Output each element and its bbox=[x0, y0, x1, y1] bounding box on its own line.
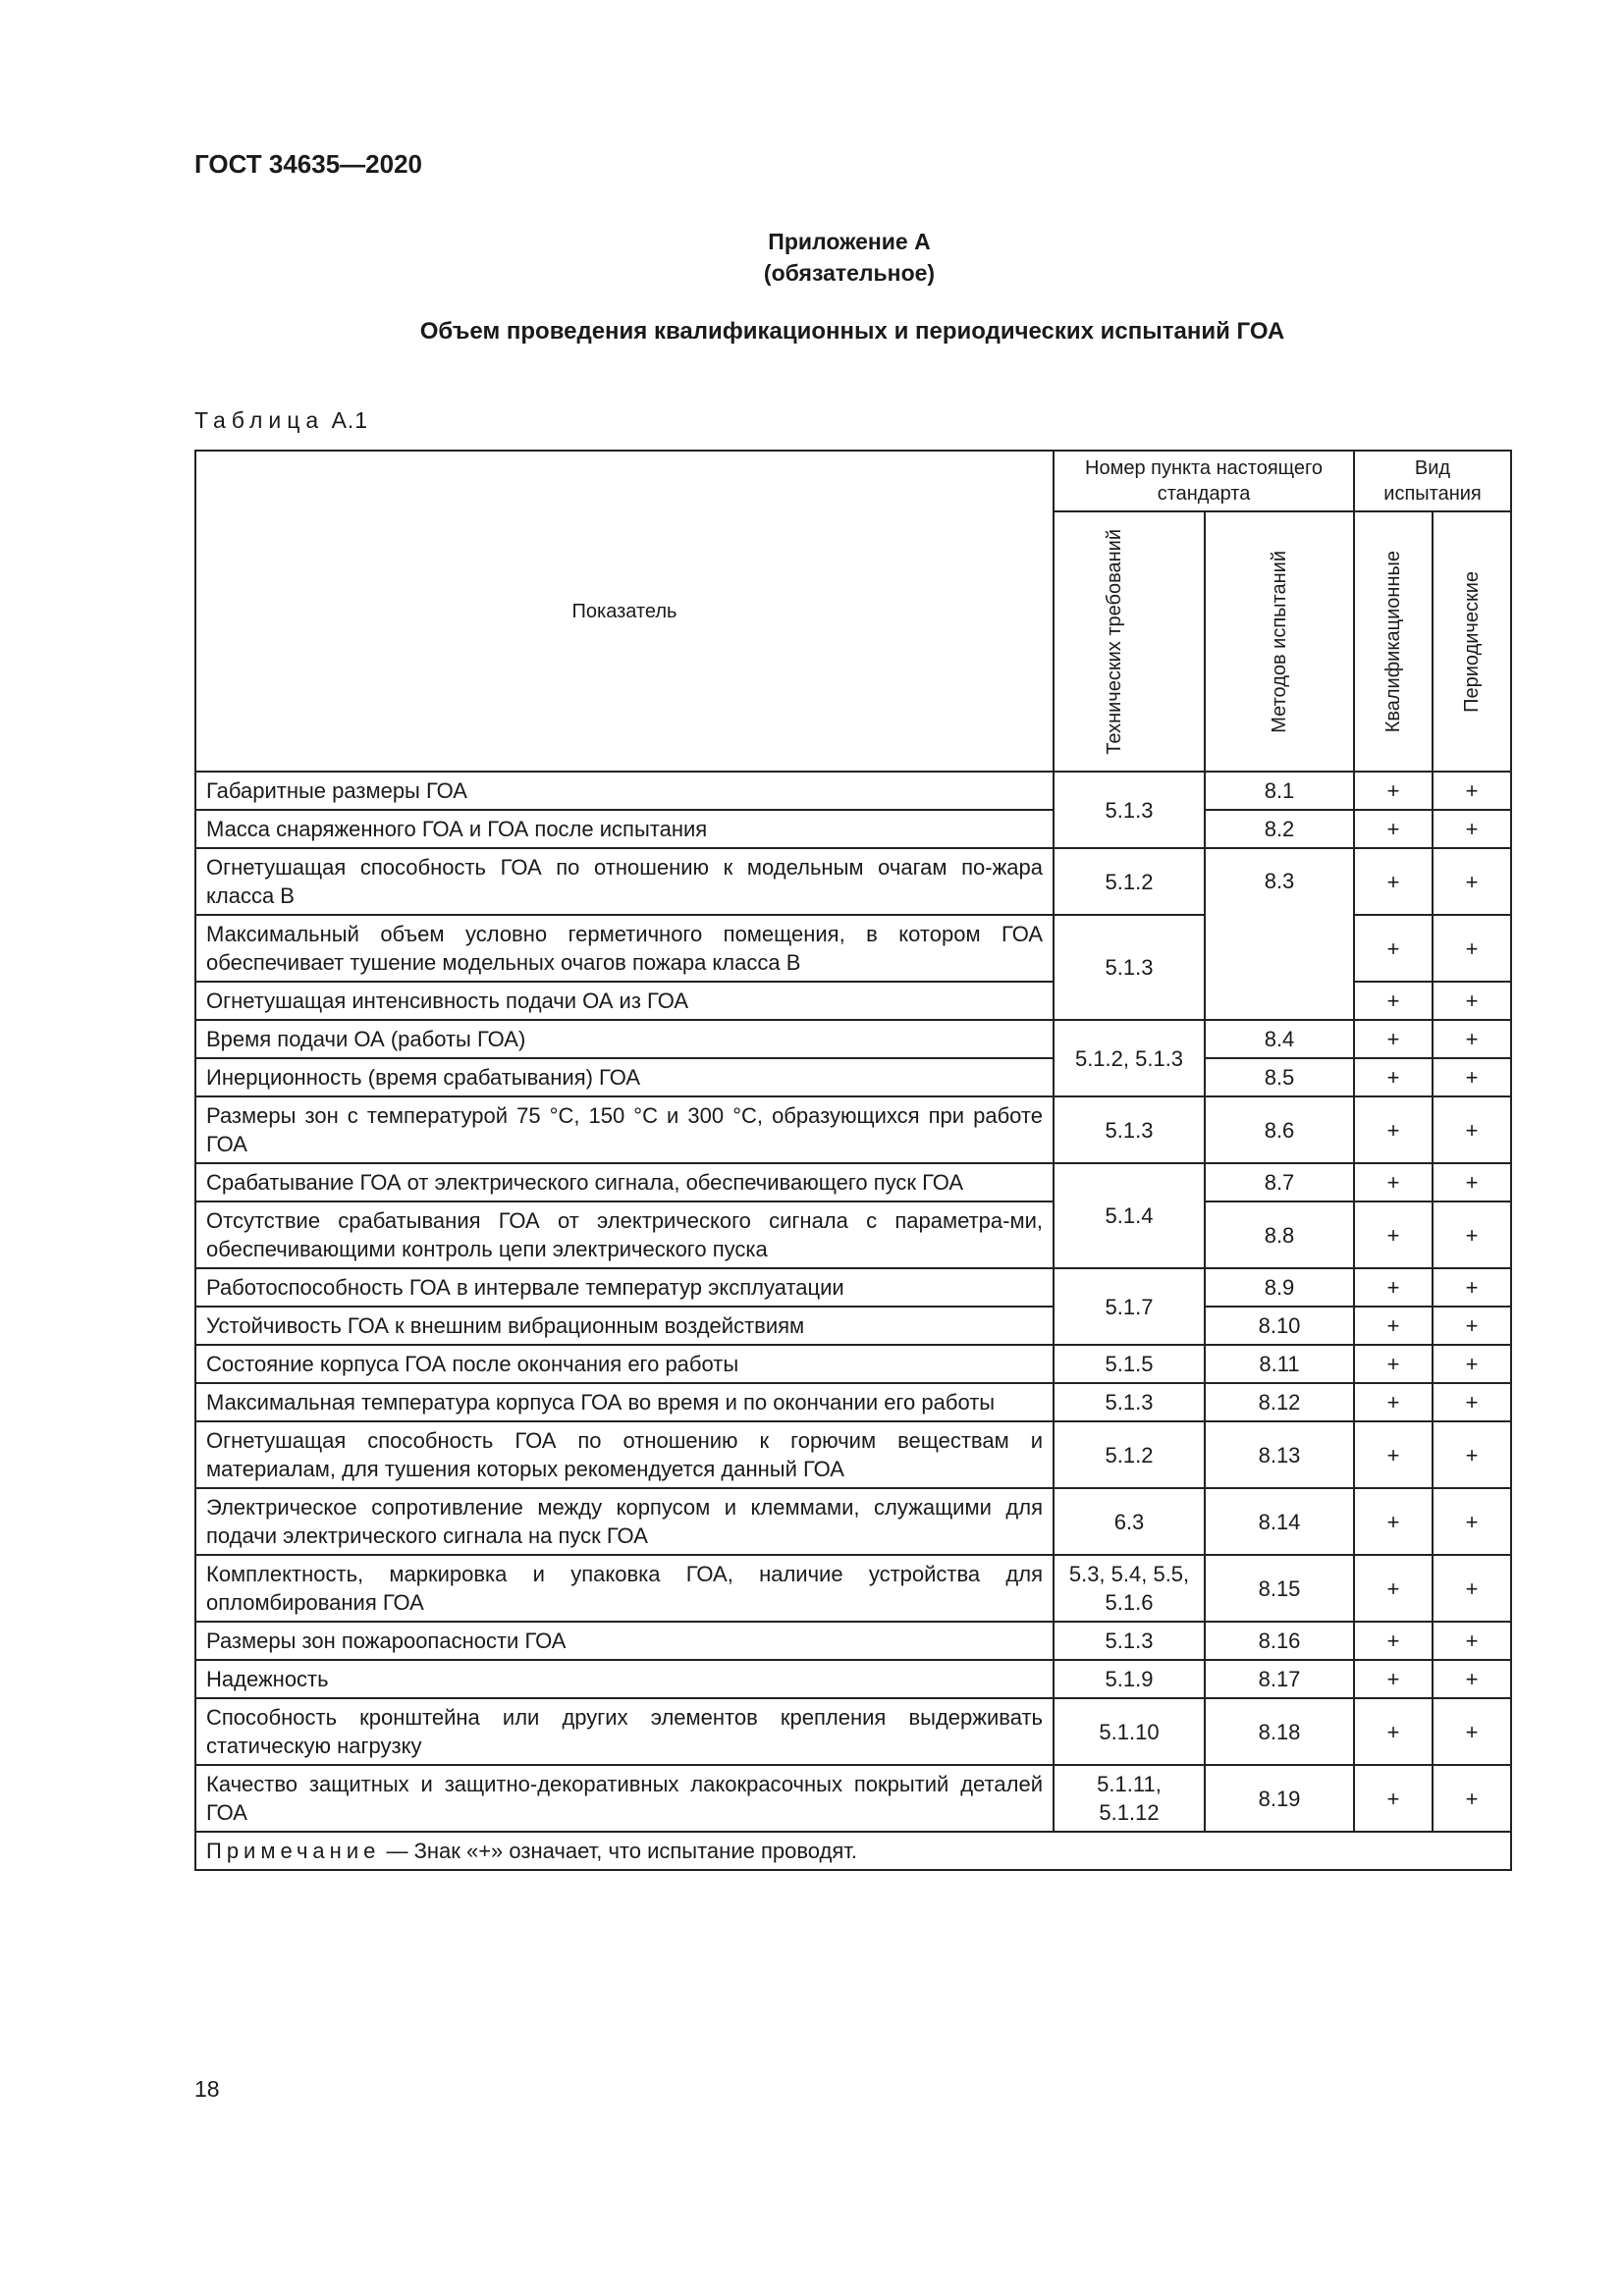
row-qualification: + bbox=[1354, 1622, 1433, 1660]
header-clause-group: Номер пункта настоящего стандарта bbox=[1054, 451, 1354, 511]
row-tech-req: 6.3 bbox=[1054, 1488, 1205, 1555]
row-qualification: + bbox=[1354, 1383, 1433, 1421]
row-tech-req: 5.1.10 bbox=[1054, 1698, 1205, 1765]
row-tech-req: 5.3, 5.4, 5.5, 5.1.6 bbox=[1054, 1555, 1205, 1622]
row-indicator: Размеры зон пожароопасности ГОА bbox=[195, 1622, 1054, 1660]
row-indicator: Способность кронштейна или других элементов крепления выдерживать статическую нагрузку bbox=[195, 1698, 1054, 1765]
header-qualification bbox=[1354, 511, 1433, 772]
header-tech-requirements-text: Технических требований bbox=[1104, 528, 1125, 755]
row-method: 8.5 bbox=[1205, 1058, 1354, 1096]
row-method: 8.11 bbox=[1205, 1345, 1354, 1383]
row-indicator: Время подачи ОА (работы ГОА) bbox=[195, 1020, 1054, 1058]
row-qualification: + bbox=[1354, 810, 1433, 848]
row-qualification: + bbox=[1354, 1698, 1433, 1765]
row-method: 8.17 bbox=[1205, 1660, 1354, 1698]
header-tech-requirements bbox=[1054, 511, 1205, 772]
row-method: 8.18 bbox=[1205, 1698, 1354, 1765]
row-tech-req: 5.1.3 bbox=[1054, 772, 1205, 848]
table-row bbox=[195, 1555, 1511, 1622]
table-row bbox=[195, 1383, 1511, 1421]
row-method: 8.12 bbox=[1205, 1383, 1354, 1421]
row-method: 8.2 bbox=[1205, 810, 1354, 848]
row-tech-req: 5.1.5 bbox=[1054, 1345, 1205, 1383]
row-periodic: + bbox=[1433, 1058, 1511, 1096]
row-periodic: + bbox=[1433, 1488, 1511, 1555]
row-indicator: Состояние корпуса ГОА после окончания его работы bbox=[195, 1345, 1054, 1383]
row-indicator: Огнетушащая способность ГОА по отношению к горючим веществам и материалам, для тушения которых рекомендуется данный ГОА bbox=[195, 1421, 1054, 1488]
row-qualification: + bbox=[1354, 1163, 1433, 1201]
row-periodic: + bbox=[1433, 1096, 1511, 1163]
table-row bbox=[195, 1268, 1511, 1307]
row-method: 8.7 bbox=[1205, 1163, 1354, 1201]
row-periodic: + bbox=[1433, 982, 1511, 1020]
row-method: 8.16 bbox=[1205, 1622, 1354, 1660]
row-indicator: Электрическое сопротивление между корпусом и клеммами, служащими для подачи электрического сигнала на пуск ГОА bbox=[195, 1488, 1054, 1555]
row-qualification: + bbox=[1354, 915, 1433, 982]
tests-table bbox=[194, 450, 1512, 1871]
table-note bbox=[195, 1832, 1511, 1870]
row-indicator: Масса снаряженного ГОА и ГОА после испытания bbox=[195, 810, 1054, 848]
row-indicator: Качество защитных и защитно-декоративных лакокрасочных покрытий деталей ГОА bbox=[195, 1765, 1054, 1832]
table-row bbox=[195, 1307, 1511, 1345]
table-caption-label: Таблица bbox=[194, 407, 325, 433]
row-qualification: + bbox=[1354, 1421, 1433, 1488]
row-qualification: + bbox=[1354, 982, 1433, 1020]
row-periodic: + bbox=[1433, 1765, 1511, 1832]
annex-heading bbox=[0, 226, 1624, 289]
table-row bbox=[195, 810, 1511, 848]
row-qualification: + bbox=[1354, 1660, 1433, 1698]
row-tech-req: 5.1.2 bbox=[1054, 1421, 1205, 1488]
row-indicator: Габаритные размеры ГОА bbox=[195, 772, 1054, 810]
row-method: 8.4 bbox=[1205, 1020, 1354, 1058]
table-row bbox=[195, 1622, 1511, 1660]
table-row bbox=[195, 1096, 1511, 1163]
row-periodic: + bbox=[1433, 1307, 1511, 1345]
row-periodic: + bbox=[1433, 1660, 1511, 1698]
row-method: 8.15 bbox=[1205, 1555, 1354, 1622]
header-test-methods-text: Методов испытаний bbox=[1269, 550, 1290, 733]
row-periodic: + bbox=[1433, 1383, 1511, 1421]
row-method: 8.13 bbox=[1205, 1421, 1354, 1488]
row-tech-req: 5.1.4 bbox=[1054, 1163, 1205, 1268]
annex-title: Приложение А bbox=[768, 229, 931, 254]
row-periodic: + bbox=[1433, 915, 1511, 982]
header-test-methods bbox=[1205, 511, 1354, 772]
note-row bbox=[195, 1832, 1511, 1870]
row-method: 8.10 bbox=[1205, 1307, 1354, 1345]
row-method: 8.1 bbox=[1205, 772, 1354, 810]
row-periodic: + bbox=[1433, 1555, 1511, 1622]
row-indicator: Инерционность (время срабатывания) ГОА bbox=[195, 1058, 1054, 1096]
row-tech-req: 5.1.2 bbox=[1054, 848, 1205, 915]
page-number: 18 bbox=[194, 2076, 220, 2102]
row-method: 8.19 bbox=[1205, 1765, 1354, 1832]
row-periodic: + bbox=[1433, 1622, 1511, 1660]
row-qualification: + bbox=[1354, 1096, 1433, 1163]
table-row bbox=[195, 772, 1511, 810]
row-tech-req: 5.1.3 bbox=[1054, 1096, 1205, 1163]
header-periodic-text: Периодические bbox=[1461, 570, 1484, 713]
row-indicator: Огнетушащая интенсивность подачи ОА из ГОА bbox=[195, 982, 1054, 1020]
row-qualification: + bbox=[1354, 1058, 1433, 1096]
row-periodic: + bbox=[1433, 1163, 1511, 1201]
header-periodic bbox=[1433, 511, 1511, 772]
table-row bbox=[195, 1201, 1511, 1268]
table-row bbox=[195, 1660, 1511, 1698]
row-method: 8.6 bbox=[1205, 1096, 1354, 1163]
row-qualification: + bbox=[1354, 1765, 1433, 1832]
header-indicator: Показатель bbox=[195, 451, 1054, 772]
table-row bbox=[195, 1488, 1511, 1555]
row-qualification: + bbox=[1354, 848, 1433, 915]
row-periodic: + bbox=[1433, 1268, 1511, 1307]
row-periodic: + bbox=[1433, 848, 1511, 915]
row-method: 8.3 bbox=[1205, 848, 1354, 1020]
row-periodic: + bbox=[1433, 1020, 1511, 1058]
row-indicator: Огнетушащая способность ГОА по отношению к модельным очагам по-жара класса В bbox=[195, 848, 1054, 915]
row-tech-req: 5.1.3 bbox=[1054, 1622, 1205, 1660]
row-qualification: + bbox=[1354, 1268, 1433, 1307]
table-caption-number: А.1 bbox=[331, 407, 369, 433]
row-tech-req: 5.1.11, 5.1.12 bbox=[1054, 1765, 1205, 1832]
row-periodic: + bbox=[1433, 1421, 1511, 1488]
row-indicator: Устойчивость ГОА к внешним вибрационным воздействиям bbox=[195, 1307, 1054, 1345]
row-tech-req: 5.1.7 bbox=[1054, 1268, 1205, 1345]
row-periodic: + bbox=[1433, 772, 1511, 810]
annex-status: (обязательное) bbox=[763, 260, 936, 286]
row-method: 8.9 bbox=[1205, 1268, 1354, 1307]
row-periodic: + bbox=[1433, 1201, 1511, 1268]
row-method: 8.8 bbox=[1205, 1201, 1354, 1268]
table-row bbox=[195, 1765, 1511, 1832]
header-test-type-group: Вид испытания bbox=[1354, 451, 1511, 511]
row-indicator: Работоспособность ГОА в интервале температур эксплуатации bbox=[195, 1268, 1054, 1307]
row-indicator: Срабатывание ГОА от электрического сигнала, обеспечивающего пуск ГОА bbox=[195, 1163, 1054, 1201]
row-qualification: + bbox=[1354, 1201, 1433, 1268]
table-row bbox=[195, 1421, 1511, 1488]
row-method: 8.14 bbox=[1205, 1488, 1354, 1555]
row-tech-req: 5.1.2, 5.1.3 bbox=[1054, 1020, 1205, 1096]
row-indicator: Размеры зон с температурой 75 °С, 150 °С и 300 °С, образующихся при работе ГОА bbox=[195, 1096, 1054, 1163]
row-tech-req: 5.1.9 bbox=[1054, 1660, 1205, 1698]
row-periodic: + bbox=[1433, 1698, 1511, 1765]
row-indicator: Комплектность, маркировка и упаковка ГОА, наличие устройства для опломбирования ГОА bbox=[195, 1555, 1054, 1622]
table-row bbox=[195, 848, 1511, 915]
row-tech-req: 5.1.3 bbox=[1054, 1383, 1205, 1421]
row-qualification: + bbox=[1354, 1307, 1433, 1345]
row-qualification: + bbox=[1354, 1345, 1433, 1383]
row-periodic: + bbox=[1433, 810, 1511, 848]
row-qualification: + bbox=[1354, 1488, 1433, 1555]
row-qualification: + bbox=[1354, 772, 1433, 810]
table-row bbox=[195, 1020, 1511, 1058]
row-indicator: Максимальный объем условно герметичного помещения, в котором ГОА обеспечивает тушение модельных очагов пожара класса В bbox=[195, 915, 1054, 982]
table-row bbox=[195, 1163, 1511, 1201]
document-code: ГОСТ 34635—2020 bbox=[194, 149, 422, 179]
table-row bbox=[195, 1698, 1511, 1765]
header-row bbox=[195, 451, 1511, 511]
table-caption bbox=[194, 407, 368, 434]
row-indicator: Максимальная температура корпуса ГОА во время и по окончании его работы bbox=[195, 1383, 1054, 1421]
row-qualification: + bbox=[1354, 1020, 1433, 1058]
note-text: — Знак «+» означает, что испытание проводят. bbox=[380, 1839, 858, 1863]
row-qualification: + bbox=[1354, 1555, 1433, 1622]
table-row bbox=[195, 1345, 1511, 1383]
note-label: Примечание bbox=[206, 1839, 381, 1863]
row-indicator: Отсутствие срабатывания ГОА от электрического сигнала с параметра-ми, обеспечивающими контроль цепи электрического пуска bbox=[195, 1201, 1054, 1268]
row-periodic: + bbox=[1433, 1345, 1511, 1383]
section-title: Объем проведения квалификационных и периодических испытаний ГОА bbox=[419, 318, 1285, 345]
header-qualification-text: Квалификационные bbox=[1382, 550, 1405, 733]
row-tech-req: 5.1.3 bbox=[1054, 915, 1205, 1020]
row-indicator: Надежность bbox=[195, 1660, 1054, 1698]
table-row bbox=[195, 1058, 1511, 1096]
